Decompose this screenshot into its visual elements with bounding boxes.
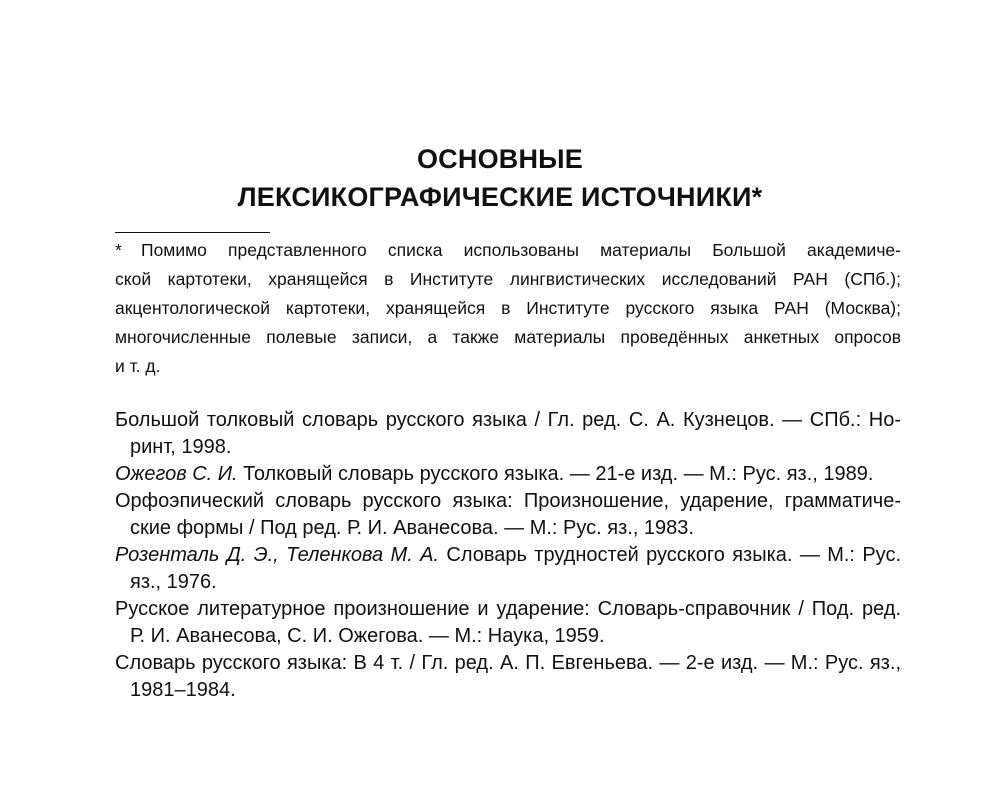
entry-line: Р. И. Аванесова, С. И. Ожегова. — М.: Наука, 1959.	[130, 625, 605, 647]
bibliography-entry	[115, 542, 901, 596]
entry-line	[115, 407, 901, 434]
footnote-line: и т. д.	[115, 356, 161, 376]
entry-text: Большой толковый словарь русского языка / Гл. ред. С. А. Кузнецов. — СПб.: Но-	[115, 409, 901, 431]
entry-line: 1981–1984.	[130, 679, 236, 701]
entry-line	[115, 461, 901, 488]
entry-line	[115, 542, 901, 569]
bibliography-entry	[115, 407, 901, 461]
title-line-2: ЛЕКСИКОГРАФИЧЕСКИЕ ИСТОЧНИКИ*	[237, 182, 763, 212]
entry-text: Толковый словарь русского языка. — 21-е изд. — М.: Рус. яз., 1989.	[237, 463, 874, 485]
bibliography-entry	[115, 596, 901, 650]
entry-line	[115, 596, 901, 623]
footnote-divider	[115, 232, 270, 233]
entry-author: Ожегов С. И.	[115, 463, 238, 485]
footnote-line: ской картотеки, хранящейся в Институте лингвистических исследований РАН (СПб.);	[115, 269, 901, 289]
bibliography-list	[115, 407, 901, 704]
footnote-line: многочисленные полевые записи, а также материалы проведённых анкетных опросов	[115, 327, 901, 347]
entry-text: Орфоэпический словарь русского языка: Произношение, ударение, грамматиче-	[115, 490, 901, 512]
footnote	[115, 236, 901, 381]
entry-line: ринт, 1998.	[130, 436, 232, 458]
title-line-1: ОСНОВНЫЕ	[416, 144, 584, 174]
entry-author: Розенталь Д. Э., Теленкова М. А.	[115, 544, 440, 566]
footnote-line	[115, 236, 901, 265]
footnote-marker: *	[115, 240, 122, 260]
entry-text: Словарь русского языка: В 4 т. / Гл. ред. А. П. Евгеньева. — 2-е изд. — М.: Рус. яз.,	[115, 652, 901, 674]
footnote-line: акцентологической картотеки, хранящейся в Институте русского языка РАН (Москва);	[115, 298, 901, 318]
bibliography-entry	[115, 488, 901, 542]
page-title	[0, 140, 1000, 216]
footnote-text: Помимо представленного списка использованы материалы Большой академиче-	[141, 240, 901, 260]
bibliography-entry	[115, 650, 901, 704]
entry-line	[115, 488, 901, 515]
entry-line: яз., 1976.	[130, 571, 217, 593]
entry-text: Русское литературное произношение и ударение: Словарь-справочник / Под. ред.	[115, 598, 901, 620]
entry-line: ские формы / Под ред. Р. И. Аванесова. — М.: Рус. яз., 1983.	[130, 517, 694, 539]
bibliography-entry	[115, 461, 901, 488]
entry-line	[115, 650, 901, 677]
entry-text: Словарь трудностей русского языка. — М.: Рус.	[439, 544, 902, 566]
